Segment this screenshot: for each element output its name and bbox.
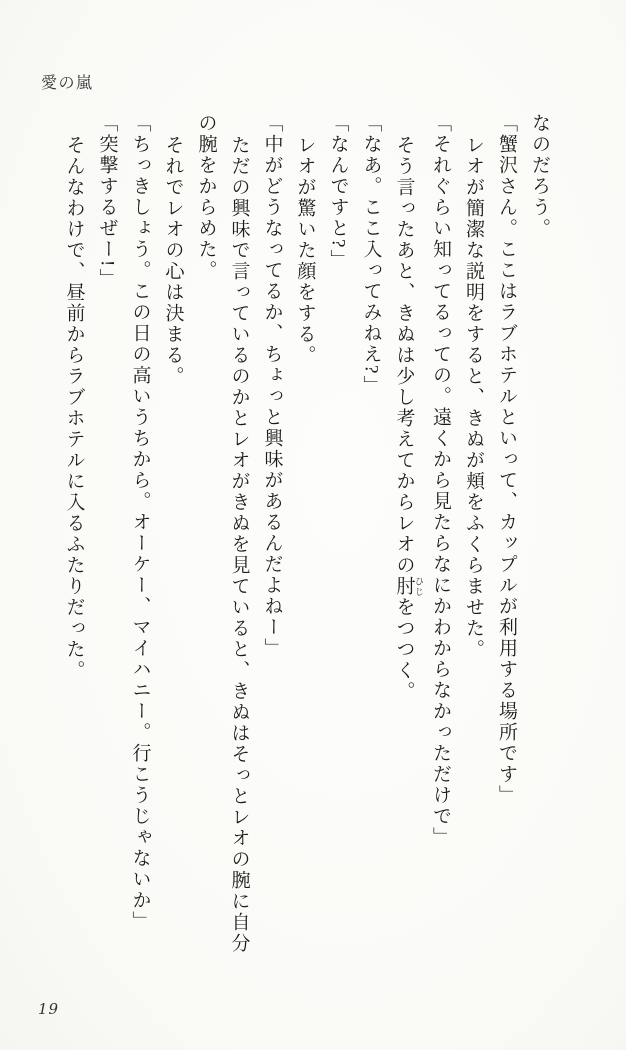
paragraph: なのだろう。 <box>529 113 550 239</box>
page-number: 19 <box>38 1000 60 1018</box>
paragraph: 「それぐらい知ってるっての。遠くから見たらなにかわからなかっただけで」 <box>430 113 451 848</box>
paragraph: レオが簡潔な説明をすると、きぬが頬をふくらませた。 <box>463 135 484 660</box>
paragraph: レオが驚いた顔をする。 <box>294 135 316 366</box>
ruby-annotated-kanji: 肘 ひじ <box>393 576 424 597</box>
paragraph: 「なんですと?」 <box>327 113 349 271</box>
paragraph: 「なあ。ここ入ってみねえ?」 <box>360 113 382 397</box>
paragraph: そんなわけで、昼前からラブホテルに入るふたりだった。 <box>63 135 85 681</box>
paragraph: そう言ったあと、きぬは少し考えてからレオの肘 ひじをつつく。 <box>393 135 424 702</box>
paragraph: 「中がどうなってるか、ちょっと興味があるんだよねー」 <box>261 113 283 659</box>
paragraph: ただの興味で言っているのかとレオがきぬを見ていると、きぬはそっとレオの腕に自分の腕をからめた。 <box>195 113 250 954</box>
paragraph: 「ちっきしょう。この日の高いうちから。オーケー、マイハニー。行こうじゃないか」 <box>129 113 151 932</box>
paragraph: 「蟹沢さん。ここはラブホテルといって、カップルが利用する場所です」 <box>496 113 517 806</box>
paragraph: 「突撃するぜー!」 <box>96 113 118 290</box>
text-block <box>58 113 557 966</box>
running-header: 愛の嵐 <box>41 75 94 92</box>
paragraph: それでレオの心は決まる。 <box>162 135 184 387</box>
